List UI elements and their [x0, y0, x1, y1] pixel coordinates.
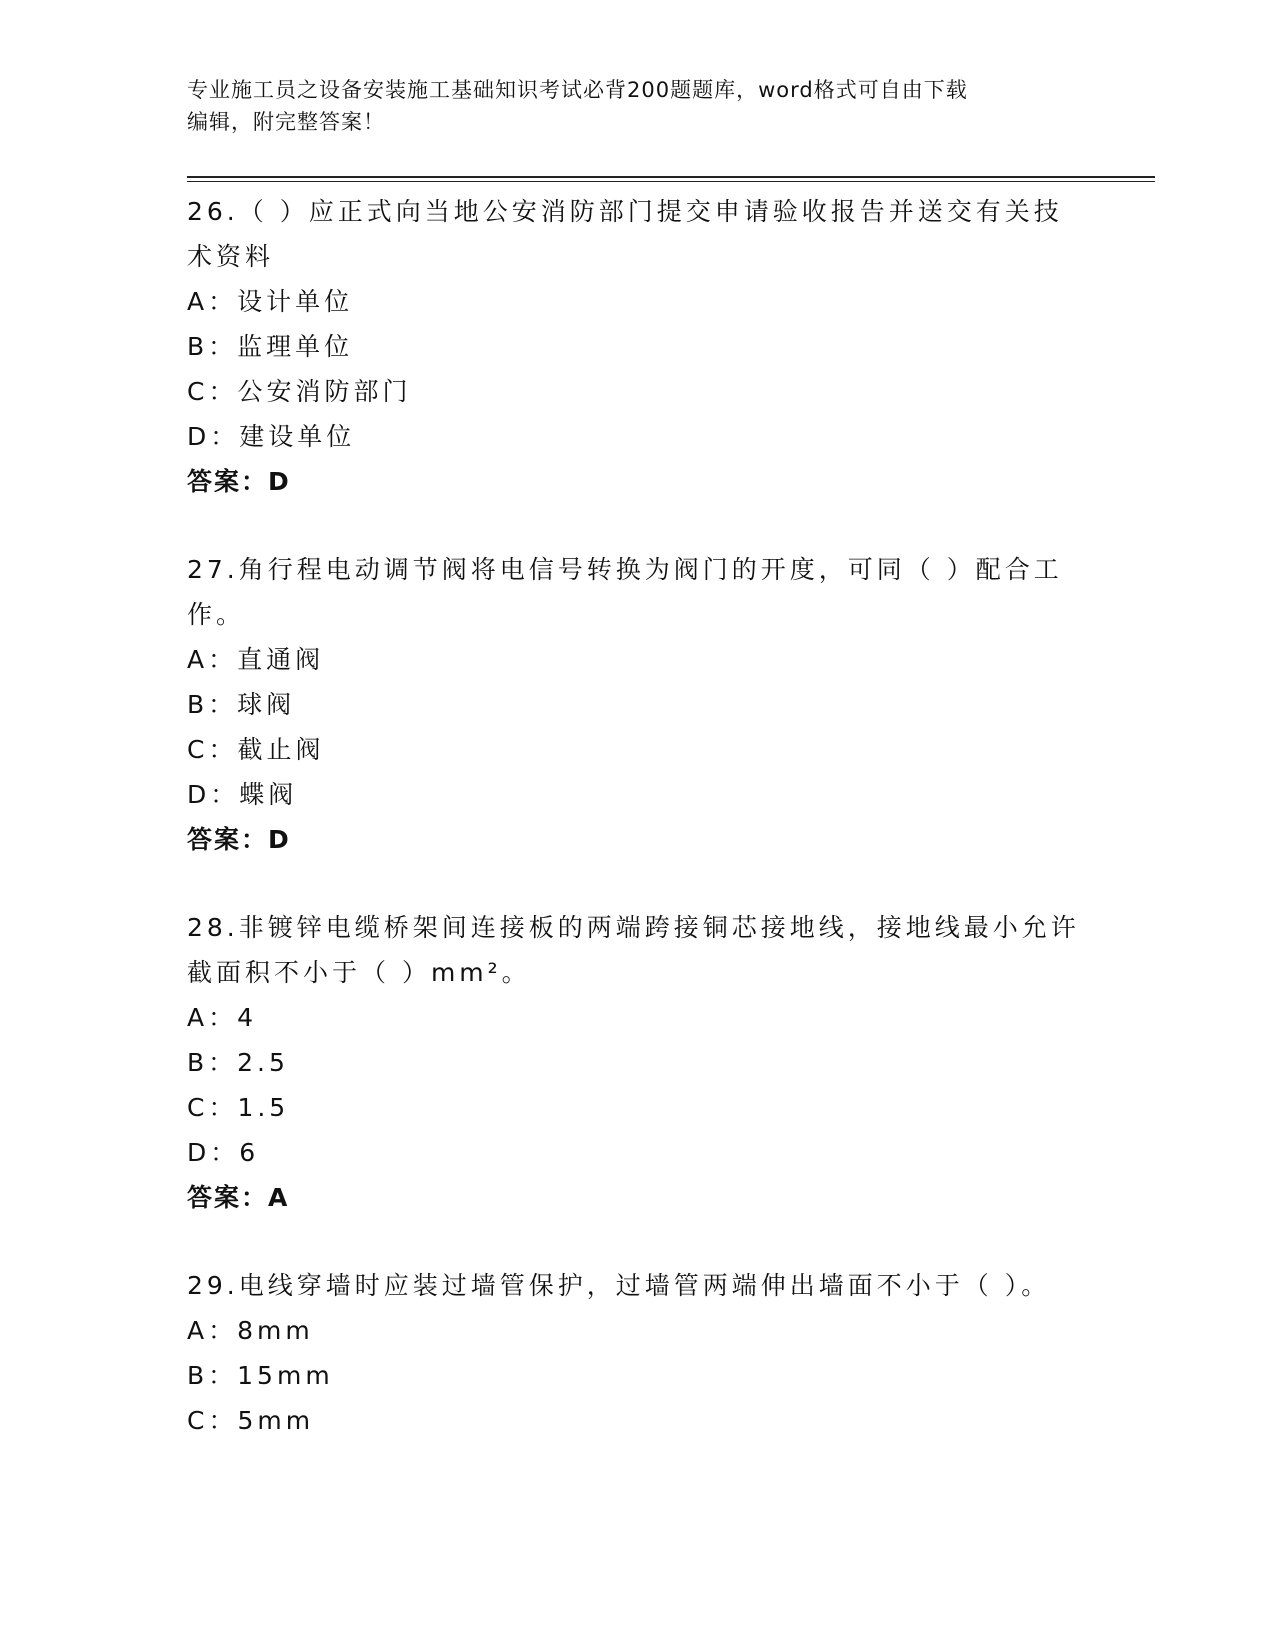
- answer: 答案：D: [187, 825, 291, 854]
- question-text: 28.非镀锌电缆桥架间连接板的两端跨接铜芯接地线，接地线最小允许: [187, 913, 1080, 942]
- header-divider-thin: [187, 181, 1155, 182]
- header-divider-thick: [187, 176, 1155, 178]
- question-text-continued: 截面积不小于（ ）mm²。: [187, 958, 531, 987]
- option-d: D：建设单位: [187, 422, 356, 451]
- answer: 答案：D: [187, 467, 291, 496]
- option-c: C：公安消防部门: [187, 377, 412, 406]
- option-c: C：1.5: [187, 1093, 290, 1122]
- option-b: B：2.5: [187, 1048, 289, 1077]
- question-text: 27.角行程电动调节阀将电信号转换为阀门的开度，可同（ ）配合工: [187, 555, 1063, 584]
- option-c: C：5mm: [187, 1406, 315, 1435]
- question-28: [187, 905, 1087, 1220]
- option-c: C：截止阀: [187, 735, 325, 764]
- option-d: D：蝶阀: [187, 780, 298, 809]
- question-29: [187, 1263, 1087, 1443]
- question-27: [187, 547, 1087, 862]
- question-text: 26.（ ）应正式向当地公安消防部门提交申请验收报告并送交有关技: [187, 197, 1063, 226]
- option-a: A：直通阀: [187, 645, 325, 674]
- question-26: [187, 189, 1087, 504]
- option-a: A：设计单位: [187, 287, 354, 316]
- option-a: A：8mm: [187, 1316, 314, 1345]
- option-d: D：6: [187, 1138, 260, 1167]
- question-text: 29.电线穿墙时应装过墙管保护，过墙管两端伸出墙面不小于（ ）。: [187, 1271, 1051, 1300]
- header-line-2: 编辑，附完整答案！: [187, 110, 385, 134]
- answer: 答案：A: [187, 1183, 290, 1212]
- header-line-1: 专业施工员之设备安装施工基础知识考试必背200题题库，word格式可自由下载: [187, 78, 968, 102]
- question-text-continued: 术资料: [187, 242, 275, 271]
- option-b: B：15mm: [187, 1361, 334, 1390]
- option-b: B：球阀: [187, 690, 296, 719]
- option-a: A：4: [187, 1003, 258, 1032]
- question-text-continued: 作。: [187, 600, 246, 629]
- question-list: [187, 189, 1087, 1486]
- document-header: [187, 74, 1087, 138]
- option-b: B：监理单位: [187, 332, 354, 361]
